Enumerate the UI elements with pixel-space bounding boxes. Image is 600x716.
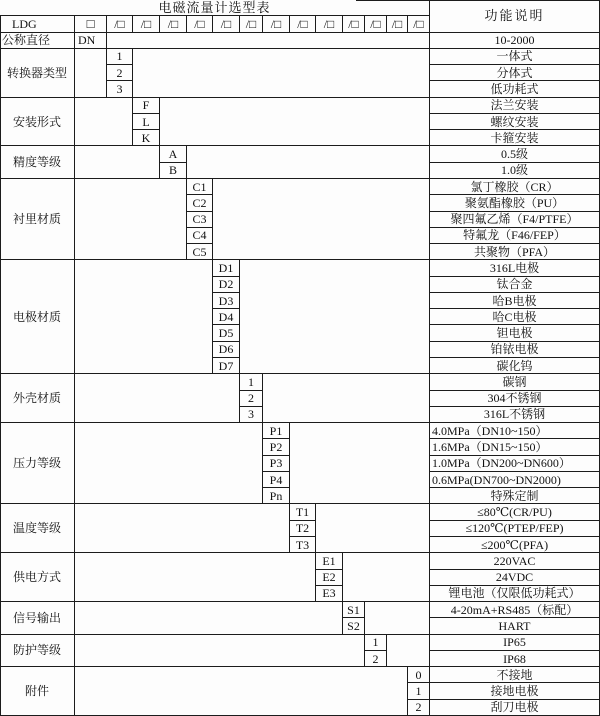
spacer-cell (75, 98, 133, 147)
code-cell: 0 (408, 667, 430, 683)
model-slot-4: /□ (187, 16, 213, 32)
description-cell: 刮刀电极 (430, 700, 600, 716)
code-cell: C5 (187, 244, 213, 260)
category-protection-rating: 防护等级 (0, 635, 75, 668)
code-cell: P1 (263, 423, 290, 439)
description-cell: 聚四氟乙烯（F4/PTFE） (430, 212, 600, 228)
spacer-cell (160, 98, 430, 147)
code-cell-dn: DN (75, 33, 107, 49)
description-cell: HART (430, 618, 600, 634)
category-pressure-rating: 压力等级 (0, 423, 75, 504)
code-cell: D4 (213, 309, 240, 325)
category-signal-output: 信号输出 (0, 602, 75, 635)
description-cell: 1.0MPa（DN200~DN600） (430, 456, 600, 472)
model-slot-9: /□ (316, 16, 343, 32)
code-cell: C2 (187, 195, 213, 211)
code-cell: 3 (107, 81, 133, 97)
description-cell: 卡箍安装 (430, 130, 600, 146)
description-cell: 0.5级 (430, 146, 600, 162)
spacer-cell (75, 504, 290, 553)
model-slot-6: /□ (240, 16, 263, 32)
description-cell: 316L不锈钢 (430, 407, 600, 423)
code-cell: T1 (290, 504, 316, 520)
spacer-cell (75, 423, 263, 504)
spacer-cell (316, 504, 430, 553)
spacer-cell (387, 635, 430, 668)
code-cell: K (133, 130, 160, 146)
description-cell: 220VAC (430, 553, 600, 569)
spacer-cell (75, 635, 365, 668)
model-slot-7: /□ (263, 16, 290, 32)
description-cell: 铂铱电极 (430, 342, 600, 358)
description-cell: 接地电极 (430, 683, 600, 699)
description-cell: 碳化钨 (430, 358, 600, 374)
description-cell: ≤200℃(PFA) (430, 537, 600, 553)
spacer-cell (240, 260, 430, 374)
code-cell: C1 (187, 179, 213, 195)
code-cell: S1 (343, 602, 365, 618)
spacer-cell (263, 374, 430, 423)
code-cell: P2 (263, 439, 290, 455)
category-transducer-type: 转换器类型 (0, 49, 75, 98)
model-slot-13: /□ (408, 16, 430, 32)
model-slot-8: /□ (290, 16, 316, 32)
code-cell: D2 (213, 277, 240, 293)
spacer-cell (75, 602, 343, 635)
code-cell: 2 (408, 700, 430, 716)
code-cell: C3 (187, 212, 213, 228)
description-cell: 低功耗式 (430, 81, 600, 97)
code-cell: 1 (240, 374, 263, 390)
table-left-border (0, 16, 1, 716)
code-cell: E1 (316, 553, 343, 569)
spacer-cell (343, 553, 430, 602)
description-cell: 304不锈钢 (430, 391, 600, 407)
code-cell: A (160, 146, 187, 162)
code-cell: E2 (316, 570, 343, 586)
description-cell: 不接地 (430, 667, 600, 683)
description-cell: 1.6MPa（DN15~150） (430, 439, 600, 455)
model-slot-12: /□ (387, 16, 408, 32)
description-cell: 螺纹安装 (430, 114, 600, 130)
description-cell: 哈B电极 (430, 293, 600, 309)
code-cell: D1 (213, 260, 240, 276)
category-housing-material: 外壳材质 (0, 374, 75, 423)
code-cell: B (160, 163, 187, 179)
category-electrode-material: 电极材质 (0, 260, 75, 374)
model-slot-3: /□ (160, 16, 187, 32)
description-cell: 钽电极 (430, 325, 600, 341)
code-cell: P4 (263, 472, 290, 488)
spacer-cell (75, 260, 213, 374)
code-cell: 1 (408, 683, 430, 699)
code-cell: D3 (213, 293, 240, 309)
model-prefix: LDG (0, 16, 75, 32)
description-cell: 分体式 (430, 65, 600, 81)
code-cell: E3 (316, 586, 343, 602)
spacer-cell (75, 179, 187, 260)
model-slot-11: /□ (365, 16, 387, 32)
description-cell: 钛合金 (430, 277, 600, 293)
spacer-cell (365, 602, 430, 635)
model-slot-2: /□ (133, 16, 160, 32)
description-cell: ≤120℃(PTEP/FEP) (430, 521, 600, 537)
spacer-cell (75, 374, 240, 423)
description-cell: 氯丁橡胶（CR） (430, 179, 600, 195)
model-box-glyph: □ (75, 16, 107, 32)
model-slot-5: /□ (213, 16, 240, 32)
model-slot-10: /□ (343, 16, 365, 32)
description-cell: ≤80℃(CR/PU) (430, 504, 600, 520)
code-cell: S2 (343, 618, 365, 634)
description-cell: 共聚物（PFA） (430, 244, 600, 260)
code-cell: 2 (365, 651, 387, 667)
description-cell: 316L电极 (430, 260, 600, 276)
description-cell: 聚氨酯橡胶（PU） (430, 195, 600, 211)
spacer-cell (75, 553, 316, 602)
description-cell: IP68 (430, 651, 600, 667)
description-cell: 法兰安装 (430, 98, 600, 114)
category-temperature-rating: 温度等级 (0, 504, 75, 553)
code-cell: P3 (263, 456, 290, 472)
code-cell: D5 (213, 325, 240, 341)
description-cell: 1.0级 (430, 163, 600, 179)
spacer-cell (187, 146, 430, 179)
table-title: 电磁流量计选型表 (0, 0, 430, 16)
code-cell: Pn (263, 488, 290, 504)
spacer-cell (213, 179, 430, 260)
spacer-cell (133, 49, 430, 98)
code-cell: F (133, 98, 160, 114)
code-cell: C4 (187, 228, 213, 244)
code-cell: 3 (240, 407, 263, 423)
description-cell: IP65 (430, 635, 600, 651)
category-accessories: 附件 (0, 667, 75, 716)
description-cell: 10-2000 (430, 33, 600, 49)
code-cell: T3 (290, 537, 316, 553)
spacer-cell (290, 423, 430, 504)
code-cell: 2 (240, 391, 263, 407)
description-cell: 哈C电极 (430, 309, 600, 325)
description-cell: 锂电池（仅限低功耗式） (430, 586, 600, 602)
spacer-cell (107, 33, 430, 49)
category-accuracy-class: 精度等级 (0, 146, 75, 179)
code-cell: D6 (213, 342, 240, 358)
code-cell: L (133, 114, 160, 130)
description-cell: 一体式 (430, 49, 600, 65)
code-cell: T2 (290, 521, 316, 537)
code-cell: 1 (107, 49, 133, 65)
spacer-cell (75, 667, 408, 716)
code-cell: D7 (213, 358, 240, 374)
category-lining-material: 衬里材质 (0, 179, 75, 260)
description-cell: 4-20mA+RS485（标配） (430, 602, 600, 618)
code-cell: 1 (365, 635, 387, 651)
description-cell: 特殊定制 (430, 488, 600, 504)
description-cell: 碳钢 (430, 374, 600, 390)
model-slot-1: /□ (107, 16, 133, 32)
description-cell: 0.6MPa(DN700~DN2000) (430, 472, 600, 488)
code-cell: 2 (107, 65, 133, 81)
table-top-border (356, 0, 600, 1)
description-cell: 特氟龙（F46/FEP） (430, 228, 600, 244)
category-nominal-diameter: 公称直径 (0, 33, 75, 49)
description-cell: 4.0MPa（DN10~150） (430, 423, 600, 439)
category-power-supply: 供电方式 (0, 553, 75, 602)
description-cell: 24VDC (430, 570, 600, 586)
spacer-cell (75, 49, 107, 98)
category-mounting-type: 安装形式 (0, 98, 75, 147)
spacer-cell (75, 146, 160, 179)
function-column-header: 功能说明 (430, 0, 600, 33)
